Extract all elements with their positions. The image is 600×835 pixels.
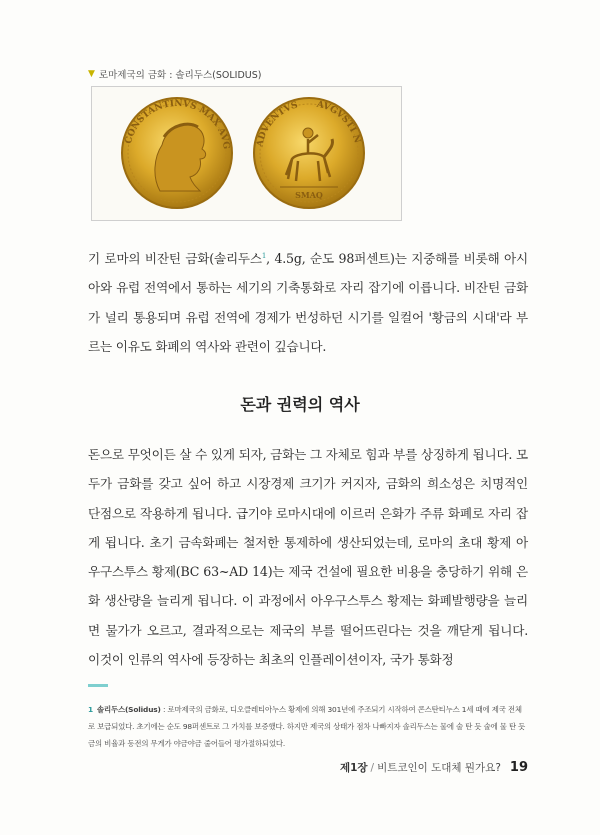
- intro-text-start: 기 로마의 비잔틴 금화(솔리두스: [88, 251, 262, 267]
- body-text: 돈으로 무엇이든 살 수 있게 되자, 금화는 그 자체로 힘과 부를 상징하게 됩니다. 모두가 금화를 갖고 싶어 하고 시장경제 크기가 커지자, 금화의 희소성은 치명적인 단점으로 작용하게 됩니다. 급기야 로마시대에 이르러 은화가 주류 화폐로 자리 잡게 됩니다. 초기 금속화폐는 철저한 통제하에 생산되었는데, 로마의 초대 황제 아우구스투스 황제(BC 63~AD 14)는 제국 건설에 필요한 비용을 충당하기 위해 은화 생산량을 늘리게 됩니다. 이 과정에서 아우구스투스 황제는 화폐발행량을 늘리면 물가가 오르고, 결과적으로는 제국의 부를 떨어뜨린다는 것을 깨닫게 됩니다. 이것이 인류의 역사에 등장하는 최초의 인플레이션이자, 국가 통화정: [88, 447, 528, 668]
- chapter-title: 비트코인이 도대체 뭔가요?: [377, 762, 501, 774]
- caption-text: 로마제국의 금화 : 솔리두스(SOLIDUS): [98, 70, 262, 81]
- footnote-divider: [88, 684, 108, 687]
- figure-caption: [88, 67, 261, 81]
- caption-marker-icon: ▼: [88, 69, 95, 79]
- folio-separator: /: [370, 762, 375, 774]
- footnote-text: : 로마제국의 금화로, 디오클레티아누스 황제에 의해 301년에 주조되기 시작하여 콘스탄티누스 1세 때에 제국 전체로 보급되었다. 초기에는 순도 98퍼센트로 그 가치를 보증했다. 하지만 제국의 상태가 점차 나빠지자 솔리두스는 물에 술 탄 듯 술에 물 탄 듯 금의 비율과 동전의 무게가 야금야금 줄어들어 평가절하되었다.: [88, 705, 526, 748]
- coin-figure: [91, 86, 402, 221]
- reverse-legend-left: ADVENTVS: [255, 100, 300, 148]
- footnote-ref: 1: [261, 252, 267, 260]
- footnote-term: 솔리두스(Solidus): [97, 705, 161, 714]
- obverse-legend: CONSTANTINVS MAX AVG: [123, 98, 231, 150]
- section-heading: 돈과 권력의 역사: [240, 395, 360, 414]
- chapter-label: 제1장: [339, 762, 368, 774]
- intro-paragraph: [88, 242, 528, 361]
- footnote-number: 1: [88, 705, 93, 714]
- page-number: 19: [509, 760, 528, 775]
- reverse-coin: [254, 98, 364, 208]
- solidus-coins-image: [92, 87, 401, 220]
- body-paragraph: [88, 440, 528, 674]
- page-footer: [340, 760, 528, 775]
- reverse-exergue: SMAQ: [295, 190, 323, 200]
- obverse-coin: [122, 98, 232, 208]
- reverse-legend-right: AVGVSTI N: [315, 99, 362, 145]
- intro-text-rest: , 4.5g, 순도 98퍼센트)는 지중해를 비롯해 아시아와 유럽 전역에서 통하는 세기의 기축통화로 자리 잡기에 이릅니다. 비잔틴 금화가 널리 통용되며 유럽 전역에 경제가 번성하던 시기를 일컬어 '황금의 시대'라 부르는 이유도 화폐의 역사와 관련이 깊습니다.: [88, 251, 528, 355]
- footnote: [88, 701, 528, 752]
